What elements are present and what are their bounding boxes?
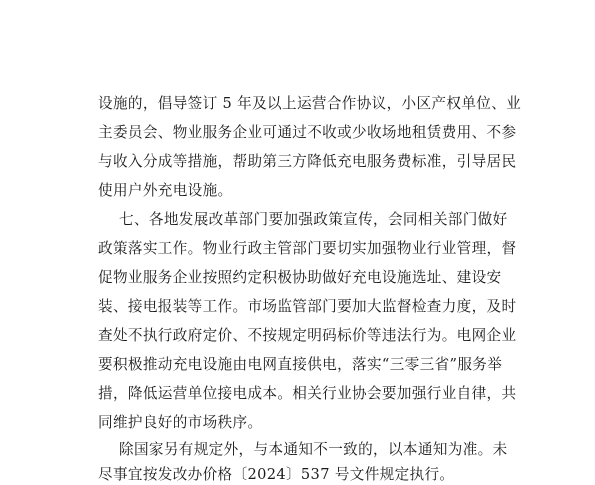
paragraph-line: 七、各地发展改革部门要加强政策宣传，会同相关部门做好 [119,211,508,228]
paragraph-line: 查处不执行政府定价、不按规定明码标价等违法行为。电网企业 [98,327,517,344]
paragraph-line: 与收入分成等措施，帮助第三方降低充电服务费标准，引导居民 [98,153,517,170]
paragraph-line: 设施的，倡导签订 5 年及以上运营合作协议，小区产权单位、业 [98,95,522,112]
paragraph-line: 措，降低运营单位接电成本。相关行业协会要加强行业自律，共 [98,385,517,402]
paragraph-line: 主委员会、物业服务企业可通过不收或少收场地租赁费用、不参 [98,124,517,141]
paragraph-line: 尽事宜按发改办价格〔2024〕537 号文件规定执行。 [98,466,455,483]
paragraph-line: 要积极推动充电设施由电网直接供电，落实“三零三省”服务举 [98,356,503,373]
paragraph-line: 装、接电报装等工作。市场监管部门要加大监督检查力度，及时 [98,298,517,315]
paragraph-line: 使用户外充电设施。 [98,182,233,199]
paragraph-line: 同维护良好的市场秩序。 [98,414,263,431]
paragraph-line: 政策落实工作。物业行政主管部门要切实加强物业行业管理，督 [98,240,517,257]
paragraph-line: 除国家另有规定外，与本通知不一致的，以本通知为准。未 [119,441,508,458]
paragraph-line: 促物业服务企业按照约定积极协助做好充电设施选址、建设安 [98,269,502,286]
